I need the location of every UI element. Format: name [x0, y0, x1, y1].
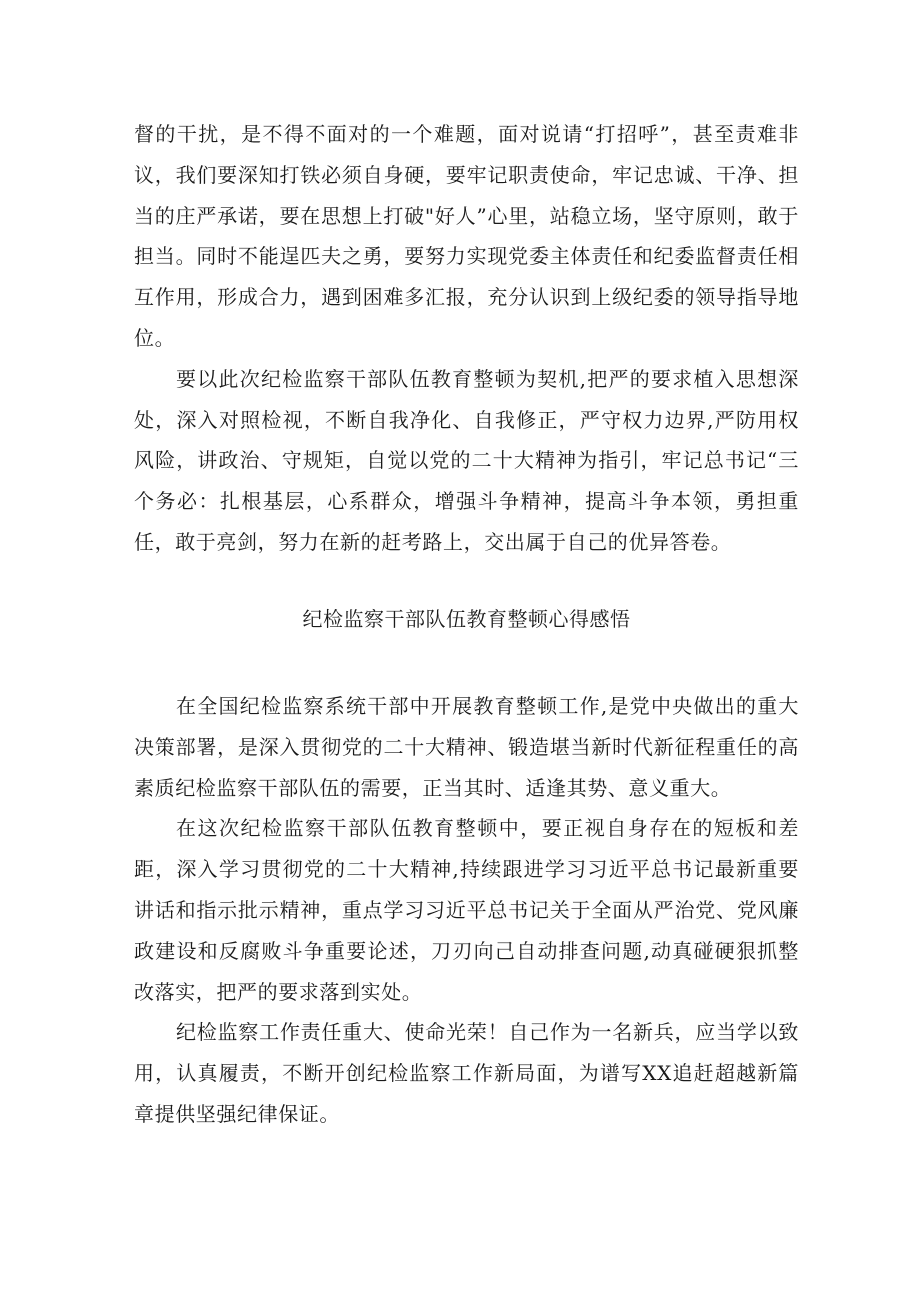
article-paragraph-3: 纪检监察工作责任重大、使命光荣！自己作为一名新兵，应当学以致用，认真履责，不断开创纪检监察工作新局面，为谱写XX追赶超越新篇章提供坚强纪律保证。	[134, 1020, 799, 1126]
article-body	[134, 686, 799, 1135]
article-paragraph-2: 在这次纪检监察干部队伍教育整顿中，要正视自身存在的短板和差距，深入学习贯彻党的二十大精神,持续跟进学习习近平总书记最新重要讲话和指示批示精神，重点学习习近平总书记关于全面从严治党、党风廉政建设和反腐败斗争重要论述，刀刃向己自动排查问题,动真碰硬狠抓整改落实，把严的要求落到实处。	[134, 816, 799, 1004]
article-title: 纪检监察干部队伍教育整顿心得感悟	[302, 607, 631, 631]
continuation-paragraph-1: 督的干扰，是不得不面对的一个难题，面对说请“打招呼”，甚至责难非议，我们要深知打铁必须自身硬，要牢记职责使命，牢记忠诚、干净、担当的庄严承诺，要在思想上打破"好人”心里，站稳立场，坚守原则，敢于担当。同时不能逞匹夫之勇，要努力实现党委主体责任和纪委监督责任相互作用，形成合力，遇到困难多汇报，充分认识到上级纪委的领导指导地位。	[134, 122, 799, 350]
continuation-section	[134, 114, 799, 563]
continuation-paragraph-2: 要以此次纪检监察干部队伍教育整顿为契机,把严的要求植入思想深处，深入对照检视，不断自我净化、自我修正，严守权力边界,严防用权风险，讲政治、守规矩，自觉以党的二十大精神为指引，牢记总书记“三个务必：扎根基层，心系群众，增强斗争精神，提高斗争本领，勇担重任，敢于亮剑，努力在新的赶考路上，交出属于自己的优异答卷。	[134, 366, 799, 554]
article-paragraph-1: 在全国纪检监察系统干部中开展教育整顿工作,是党中央做出的重大决策部署，是深入贯彻党的二十大精神、锻造堪当新时代新征程重任的高素质纪检监察干部队伍的需要，正当其时、适逢其势、意义重大。	[134, 694, 799, 800]
